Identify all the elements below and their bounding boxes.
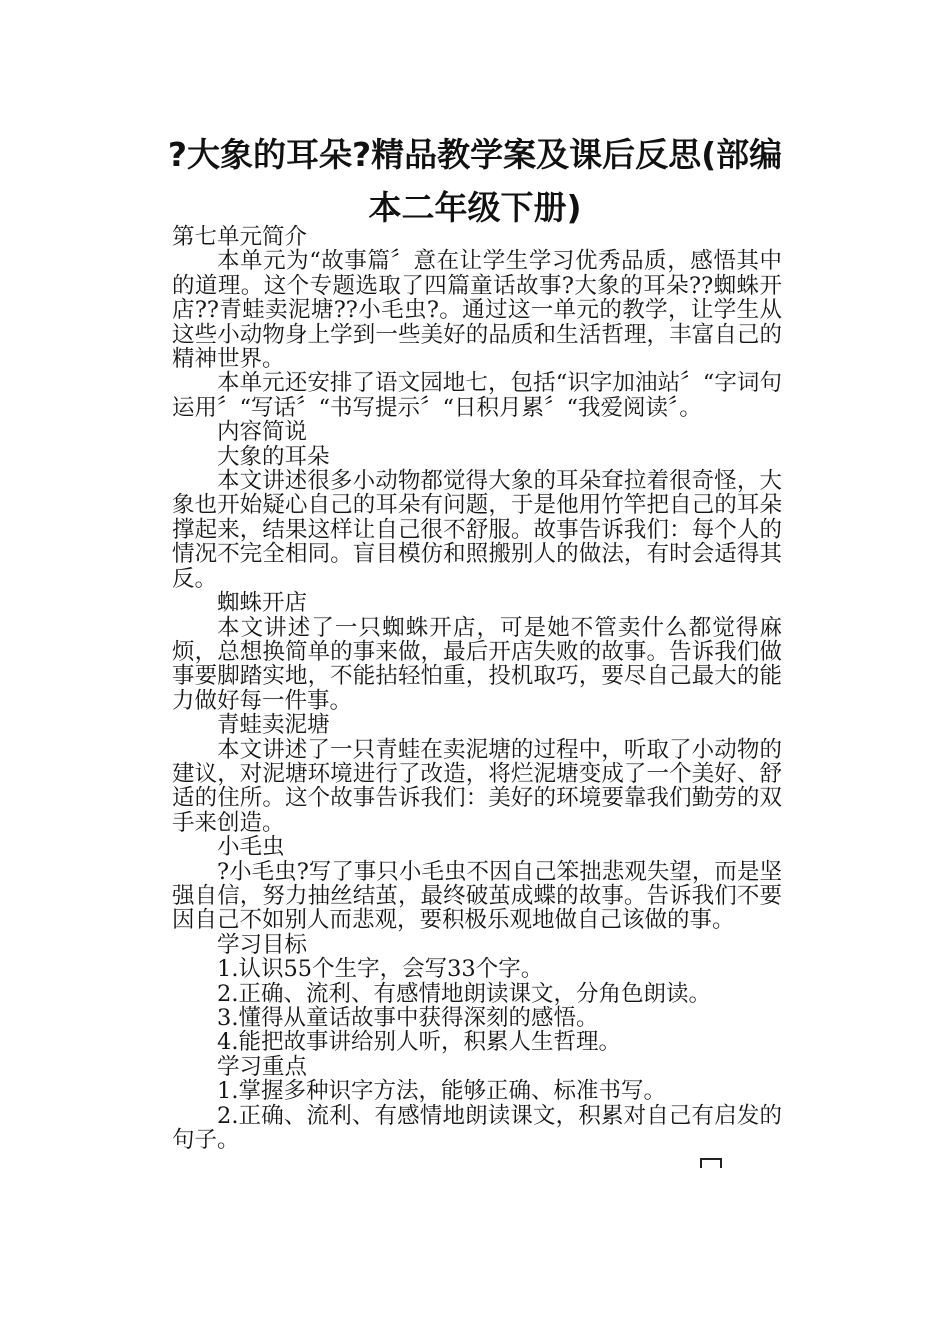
story-4-text: ?小毛虫?写了事只小毛虫不因自己笨拙悲观失望，而是坚强自信，努力抽丝结茧，最终破茧成蝶的故事。告诉我们不要因自己不如别人而悲观，要积极乐观地做自己该做的事。 — [172, 858, 782, 934]
goal-item: 1.认识55个生字，会写33个字。 — [217, 956, 544, 983]
document-title — [90, 128, 860, 234]
goals-heading: 学习目标 — [217, 931, 308, 958]
content-heading: 内容简说 — [217, 419, 308, 446]
document-body — [172, 225, 782, 1152]
story-1-heading: 大象的耳朵 — [217, 443, 330, 470]
goal-item: 4.能把故事讲给别人听，积累人生哲理。 — [217, 1029, 621, 1056]
focus-heading: 学习重点 — [217, 1053, 308, 1080]
story-3-text: 本文讲述了一只青蛙在卖泥塘的过程中，听取了小动物的建议，对泥塘环境进行了改造，将烂泥塘变成了一个美好、舒适的住所。这个故事告诉我们：美好的环境要靠我们勤劳的双手来创造。 — [172, 736, 782, 836]
story-4-heading: 小毛虫 — [217, 834, 285, 861]
unit-intro-paragraph-1: 本单元为“故事篇〞意在让学生学习优秀品质，感悟其中的道理。这个专题选取了四篇童话故事?大象的耳朵??蜘蛛开店??青蛙卖泥塘??小毛虫?。通过这一单元的教学，让学生从这些小动物身上学到一些美好的品质和生活哲理，丰富自己的精神世界。 — [172, 248, 782, 373]
story-2-heading: 蜘蛛开店 — [217, 590, 308, 617]
unit-intro-paragraph-2: 本单元还安排了语文园地七，包括“识字加油站〞“字词句运用〞“写话〞“书写提示〞“日积月累〞“我爱阅读〞。 — [172, 370, 782, 421]
goal-item: 2.正确、流利、有感情地朗读课文，分角色朗读。 — [217, 980, 711, 1007]
story-2-text: 本文讲述了一只蜘蛛开店，可是她不管卖什么都觉得麻烦，总想换简单的事来做，最后开店失败的故事。告诉我们做事要脚踏实地，不能拈轻怕重，投机取巧，要尽自己最大的能力做好每一件事。 — [172, 614, 782, 714]
goal-item: 3.懂得从童话故事中获得深刻的感悟。 — [217, 1005, 599, 1031]
unit-heading: 第七单元简介 — [172, 224, 308, 250]
story-1-text: 本文讲述很多小动物都觉得大象的耳朵耷拉着很奇怪，大象也开始疑心自己的耳朵有问题，于是他用竹竿把自己的耳朵撑起来，结果这样让自己很不舒服。故事告诉我们：每个人的情况不完全相同。盲目模仿和照搬别人的做法，有时会适得其反。 — [172, 468, 782, 592]
title-line-1: ?大象的耳朵?精品教学案及课后反思(部编 — [167, 135, 783, 174]
bracket-mark — [700, 1158, 722, 1168]
story-3-heading: 青蛙卖泥塘 — [217, 712, 330, 739]
focus-item: 1.掌握多种识字方法，能够正确、标准书写。 — [217, 1078, 666, 1105]
title-line-2: 本二年级下册) — [368, 188, 582, 227]
focus-item: 2.正确、流利、有感情地朗读课文，积累对自己有启发的句子。 — [172, 1102, 782, 1154]
